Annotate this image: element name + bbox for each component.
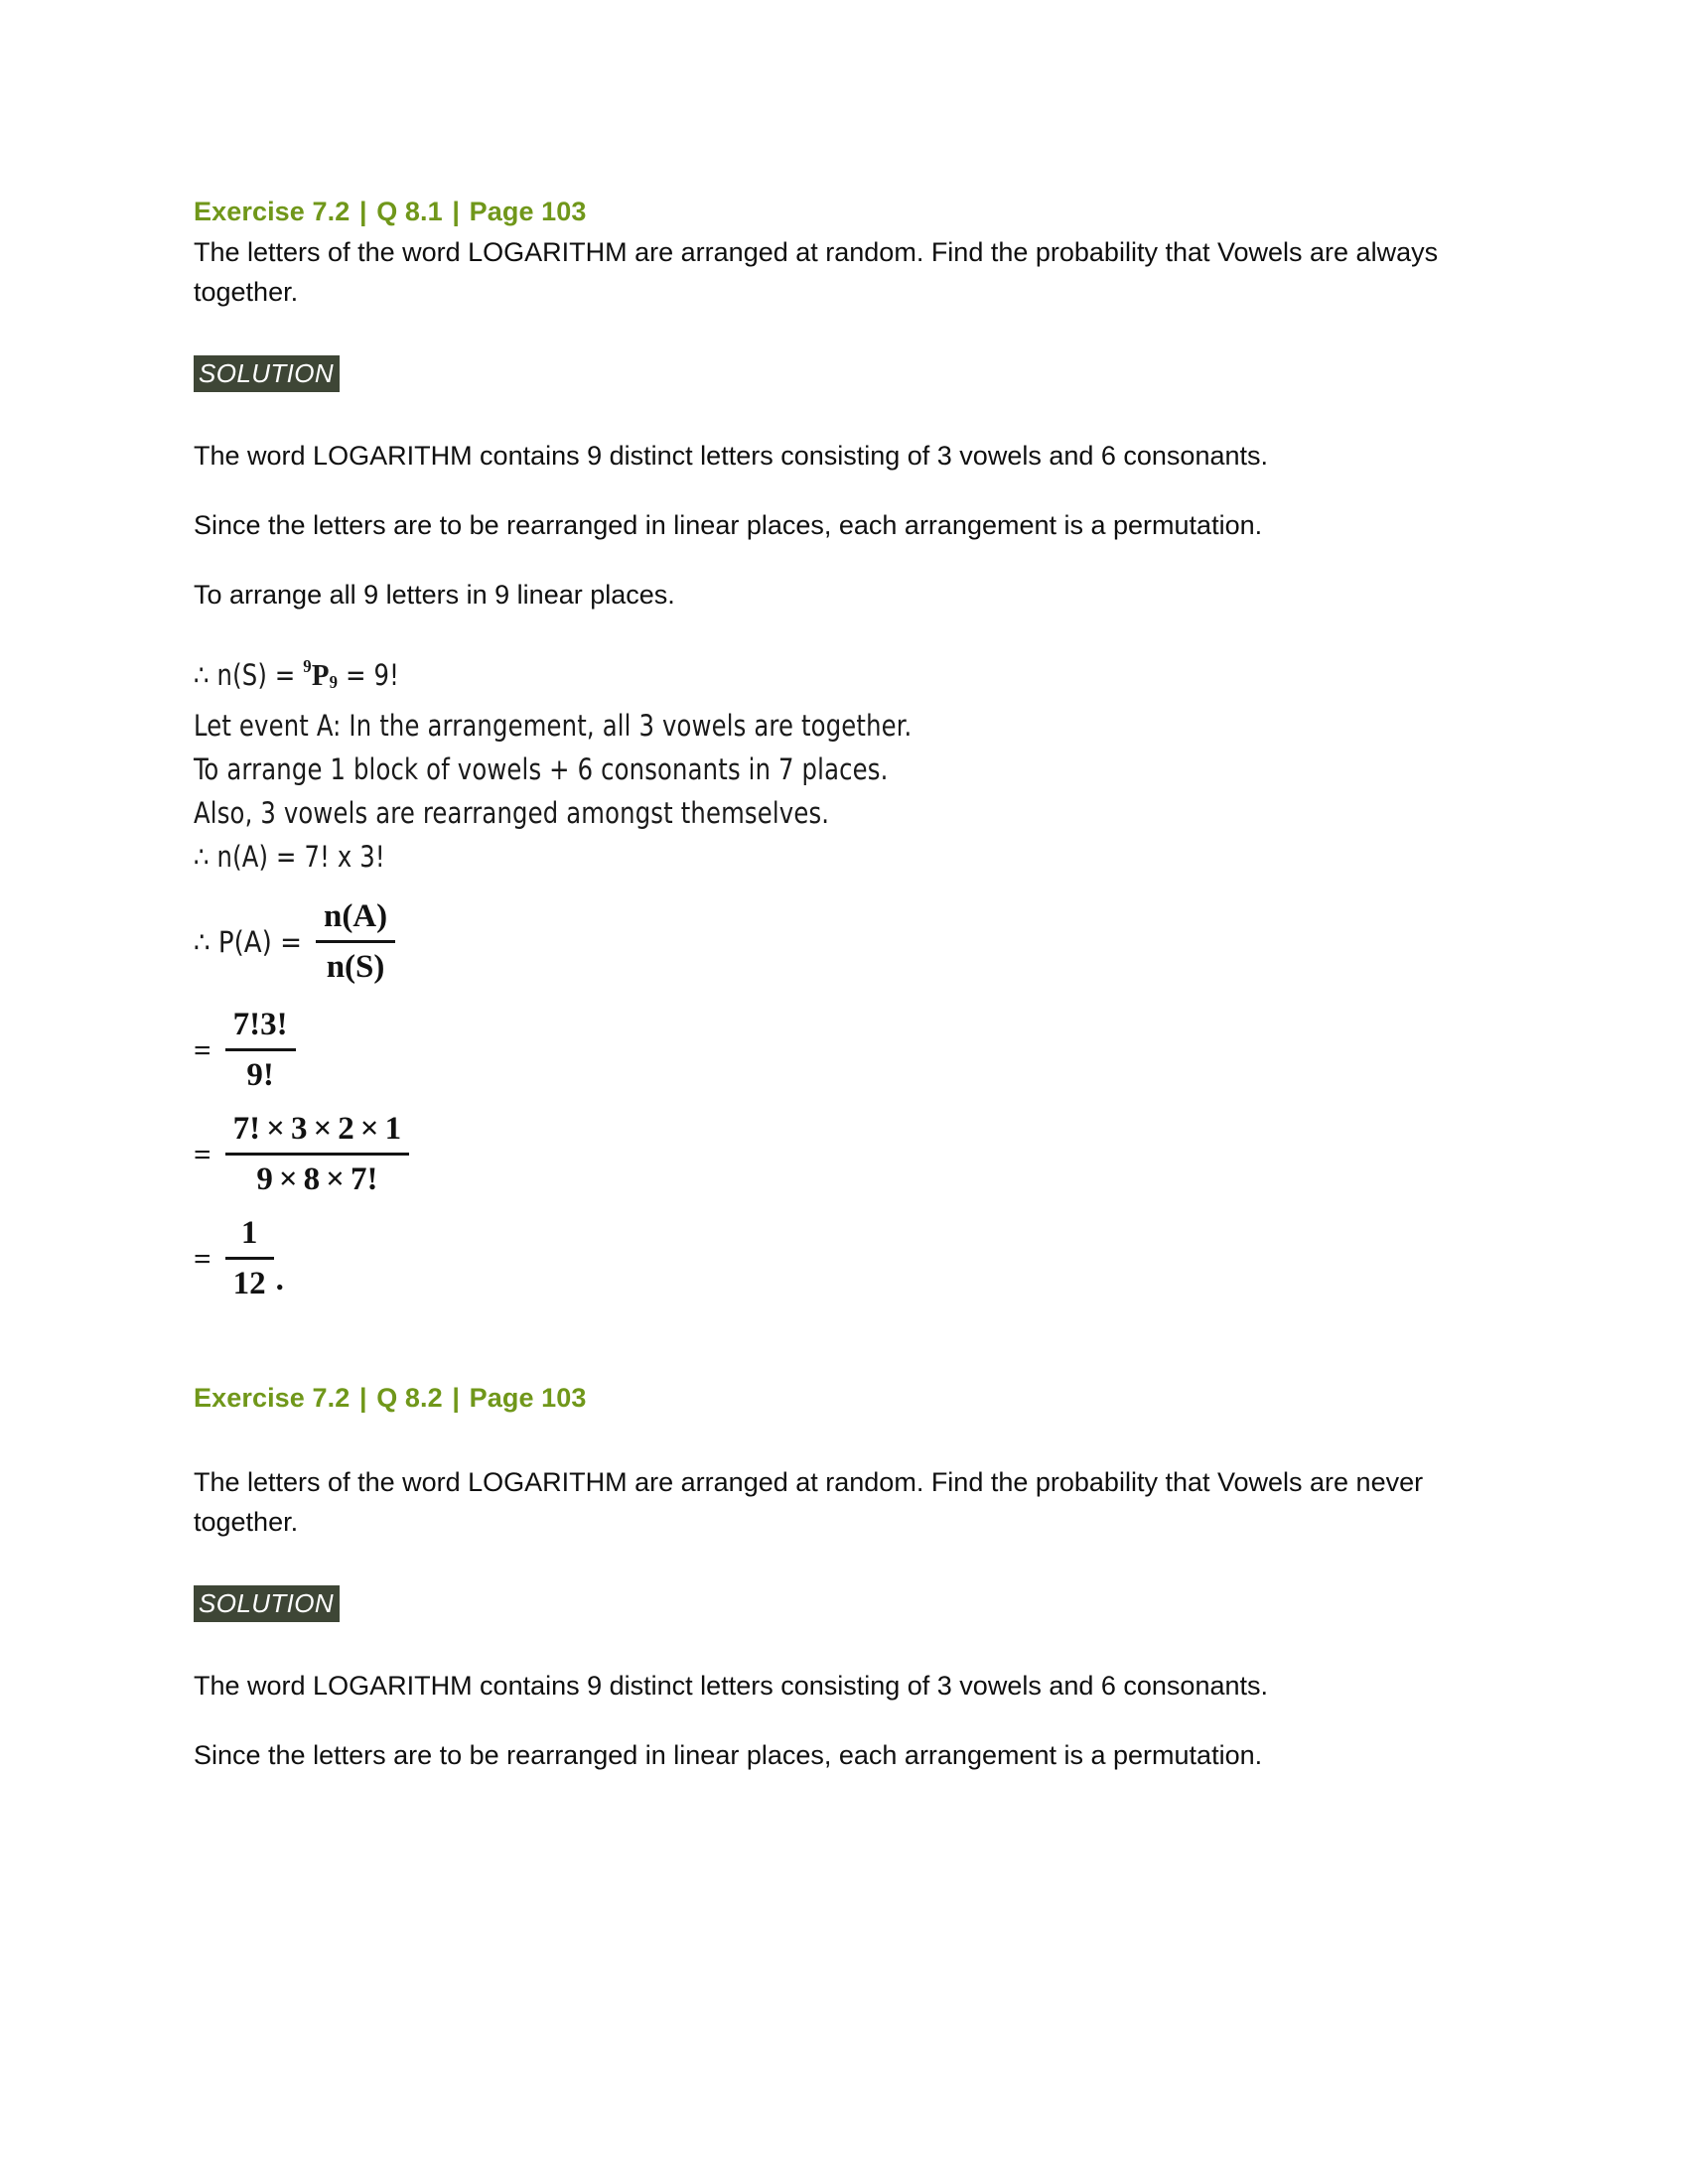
fraction-denominator: n(S) [326, 949, 385, 986]
equals-sign-2: = [194, 1136, 211, 1171]
times-symbol: × [326, 1161, 345, 1198]
fraction-denominator: 12 [232, 1266, 266, 1302]
spacer [194, 1097, 1440, 1107]
times-symbol: × [278, 1161, 298, 1198]
fraction-step-1 [225, 1003, 296, 1097]
fraction-numerator [225, 1107, 409, 1153]
spacer [194, 1706, 1440, 1735]
spacer [194, 545, 1440, 575]
ns-prefix: ∴ n(S) = [194, 657, 304, 692]
math-step-na: ∴ n(A) = 7! x 3! [194, 840, 385, 875]
spacer [194, 392, 1440, 436]
spacer [194, 1622, 1440, 1666]
solution-badge-wrap-8-1 [194, 355, 1440, 392]
exercise-heading-8-2 [194, 1381, 1440, 1415]
ns-suffix: = 9! [338, 657, 400, 692]
fraction-step-3 [225, 1211, 274, 1305]
solution-paragraph-2: Since the letters are to be rearranged in linear places, each arrangement is a permutation. [194, 1740, 1263, 1771]
heading-separator-1: | [358, 197, 367, 226]
heading-question-label: Q 8.1 [376, 197, 443, 226]
spacer [194, 1201, 1440, 1211]
equals-sign-1: = [194, 1031, 211, 1067]
solution-badge-8-1: SOLUTION [194, 355, 340, 392]
equation-pa [194, 894, 1440, 989]
question-block-8-2 [194, 1381, 1440, 1775]
trailing-period: . [275, 1262, 284, 1298]
math-step-rearrange-vowels: Also, 3 vowels are rearranged amongst themselves. [194, 796, 830, 831]
heading-page-label: Page 103 [469, 197, 587, 226]
heading-question-label: Q 8.2 [376, 1383, 443, 1414]
equals-sign-3: = [194, 1240, 211, 1276]
question-prompt-8-1: The letters of the word LOGARITHM are arranged at random. Find the probability that Vowels are always together. [194, 237, 1439, 307]
num-term-2: 3 [290, 1111, 308, 1148]
solution-paragraph-1: The word LOGARITHM contains 9 distinct letters consisting of 3 vowels and 6 consonants. [194, 1671, 1269, 1702]
den-term-3: 7! [350, 1161, 378, 1198]
heading-separator-1: | [358, 1383, 367, 1414]
fraction-denominator: 9! [246, 1057, 274, 1094]
spacer [194, 879, 1440, 894]
math-step-arrange-block: To arrange 1 block of vowels + 6 consonants in 7 places. [194, 752, 889, 787]
spacer [194, 989, 1440, 1003]
times-symbol: × [266, 1111, 285, 1148]
spacer [194, 1419, 1440, 1462]
permutation-subscript: 9 [329, 672, 339, 693]
solution-paragraph-3: To arrange all 9 letters in 9 linear places. [194, 580, 675, 610]
solution-badge-8-2: SOLUTION [194, 1585, 340, 1622]
equation-step-2 [194, 1107, 1440, 1201]
exercise-heading-8-1 [194, 195, 1440, 228]
fraction-numerator: 7!3! [232, 1007, 288, 1043]
spacer [194, 614, 1440, 644]
heading-exercise-label: Exercise 7.2 [194, 197, 351, 226]
heading-page-label: Page 103 [469, 1383, 587, 1414]
equation-step-1 [194, 1003, 1440, 1097]
question-block-8-1 [194, 195, 1440, 1305]
den-term-1: 9 [256, 1161, 273, 1198]
math-step-event-a: Let event A: In the arrangement, all 3 vowels are together. [194, 709, 913, 744]
fraction-numerator: 1 [240, 1215, 258, 1252]
spacer [194, 476, 1440, 505]
num-term-4: 1 [384, 1111, 402, 1148]
question-prompt-8-2: The letters of the word LOGARITHM are arranged at random. Find the probability that Vowels are never together. [194, 1467, 1424, 1538]
solution-paragraph-1: The word LOGARITHM contains 9 distinct letters consisting of 3 vowels and 6 consonants. [194, 441, 1269, 471]
fraction-denominator [248, 1156, 385, 1201]
times-symbol: × [359, 1111, 379, 1148]
times-symbol: × [313, 1111, 333, 1148]
permutation-notation [303, 657, 338, 692]
fraction-pa [316, 894, 395, 989]
permutation-superscript: 9 [303, 656, 312, 676]
page-content [194, 195, 1440, 1775]
heading-separator-2: | [452, 1383, 461, 1414]
fraction-step-2 [225, 1107, 409, 1201]
equation-step-3 [194, 1211, 1440, 1305]
solution-paragraph-2: Since the letters are to be rearranged in linear places, each arrangement is a permutation. [194, 510, 1263, 540]
den-term-2: 8 [303, 1161, 321, 1198]
num-term-1: 7! [232, 1111, 261, 1148]
spacer [194, 312, 1440, 355]
spacer [194, 1542, 1440, 1585]
pa-lead: ∴ P(A) = [194, 924, 302, 959]
fraction-numerator: n(A) [323, 898, 388, 935]
heading-separator-2: | [452, 197, 461, 226]
num-term-3: 2 [338, 1111, 354, 1148]
math-step-ns [194, 644, 1352, 704]
spacer-between-questions [194, 1305, 1440, 1381]
permutation-base: P [311, 656, 330, 692]
solution-badge-wrap-8-2 [194, 1585, 1440, 1622]
heading-exercise-label: Exercise 7.2 [194, 1383, 351, 1414]
